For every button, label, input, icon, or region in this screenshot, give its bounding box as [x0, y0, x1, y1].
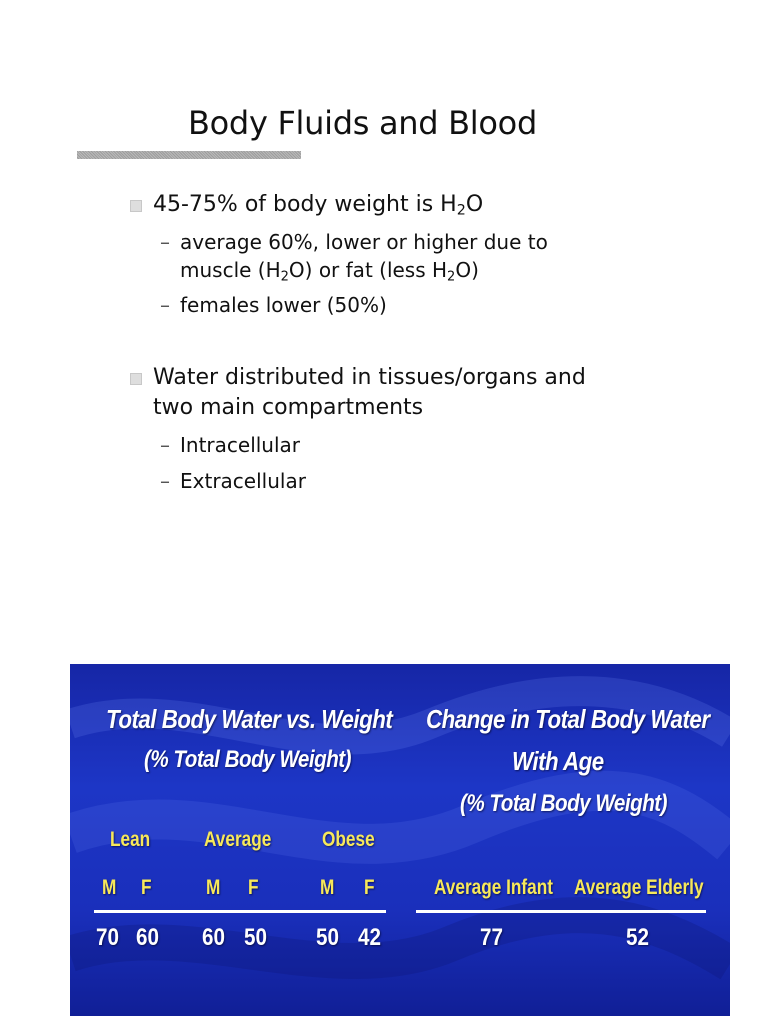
subitem-text: Intracellular [180, 433, 301, 457]
bullet-text: Water distributed in tissues/organs and two main compartments [153, 365, 586, 420]
column-m-lean: M [102, 876, 117, 899]
bullet-text: 45-75% of body weight is $H_2O$ [153, 192, 484, 219]
dash-bullet-icon: – [160, 293, 170, 317]
column-m-obese: M [320, 876, 335, 899]
subitem-text: average 60%, lower or higher due to muscle $(H_2O)$ or fat (less $H_2O$) [180, 230, 548, 285]
table2-rule [416, 910, 706, 913]
title-underline [77, 151, 301, 159]
value-average-m: 60 [202, 924, 225, 951]
body-water-table-panel [70, 664, 730, 1016]
table2-subtitle: (% Total Body Weight) [460, 790, 668, 817]
slide-title: Body Fluids and Blood [188, 104, 537, 142]
dash-bullet-icon: – [160, 469, 170, 493]
bullet-water-distributed [130, 363, 586, 423]
square-bullet-icon [130, 373, 142, 385]
table1-rule [94, 910, 386, 913]
value-obese-m: 50 [316, 924, 339, 951]
subitem-females [160, 291, 387, 319]
value-lean-m: 70 [96, 924, 119, 951]
table1-title: Total Body Water vs. Weight [106, 704, 393, 734]
column-f-average: F [248, 876, 259, 899]
column-average-infant: Average Infant [434, 876, 553, 899]
value-average-f: 50 [244, 924, 267, 951]
table2-title-line2: With Age [512, 746, 604, 776]
dash-bullet-icon: – [160, 433, 170, 457]
value-average-infant: 77 [480, 924, 503, 951]
bullet-body-weight [130, 190, 483, 220]
table1-subtitle: (% Total Body Weight) [144, 746, 352, 773]
subitem-extracellular [160, 467, 306, 495]
group-label-obese: Obese [322, 828, 375, 851]
value-average-elderly: 52 [626, 924, 649, 951]
subitem-text: females lower (50%) [180, 293, 387, 317]
value-lean-f: 60 [136, 924, 159, 951]
column-average-elderly: Average Elderly [574, 876, 704, 899]
table2-title-line1: Change in Total Body Water [426, 704, 710, 734]
subitem-text: Extracellular [180, 469, 306, 493]
square-bullet-icon [130, 200, 142, 212]
subitem-intracellular [160, 431, 300, 459]
subitem-average [160, 228, 548, 284]
dash-bullet-icon: – [160, 230, 170, 254]
column-f-lean: F [141, 876, 152, 899]
column-f-obese: F [364, 876, 375, 899]
group-label-average: Average [204, 828, 272, 851]
column-m-average: M [206, 876, 221, 899]
value-obese-f: 42 [358, 924, 381, 951]
group-label-lean: Lean [110, 828, 151, 851]
